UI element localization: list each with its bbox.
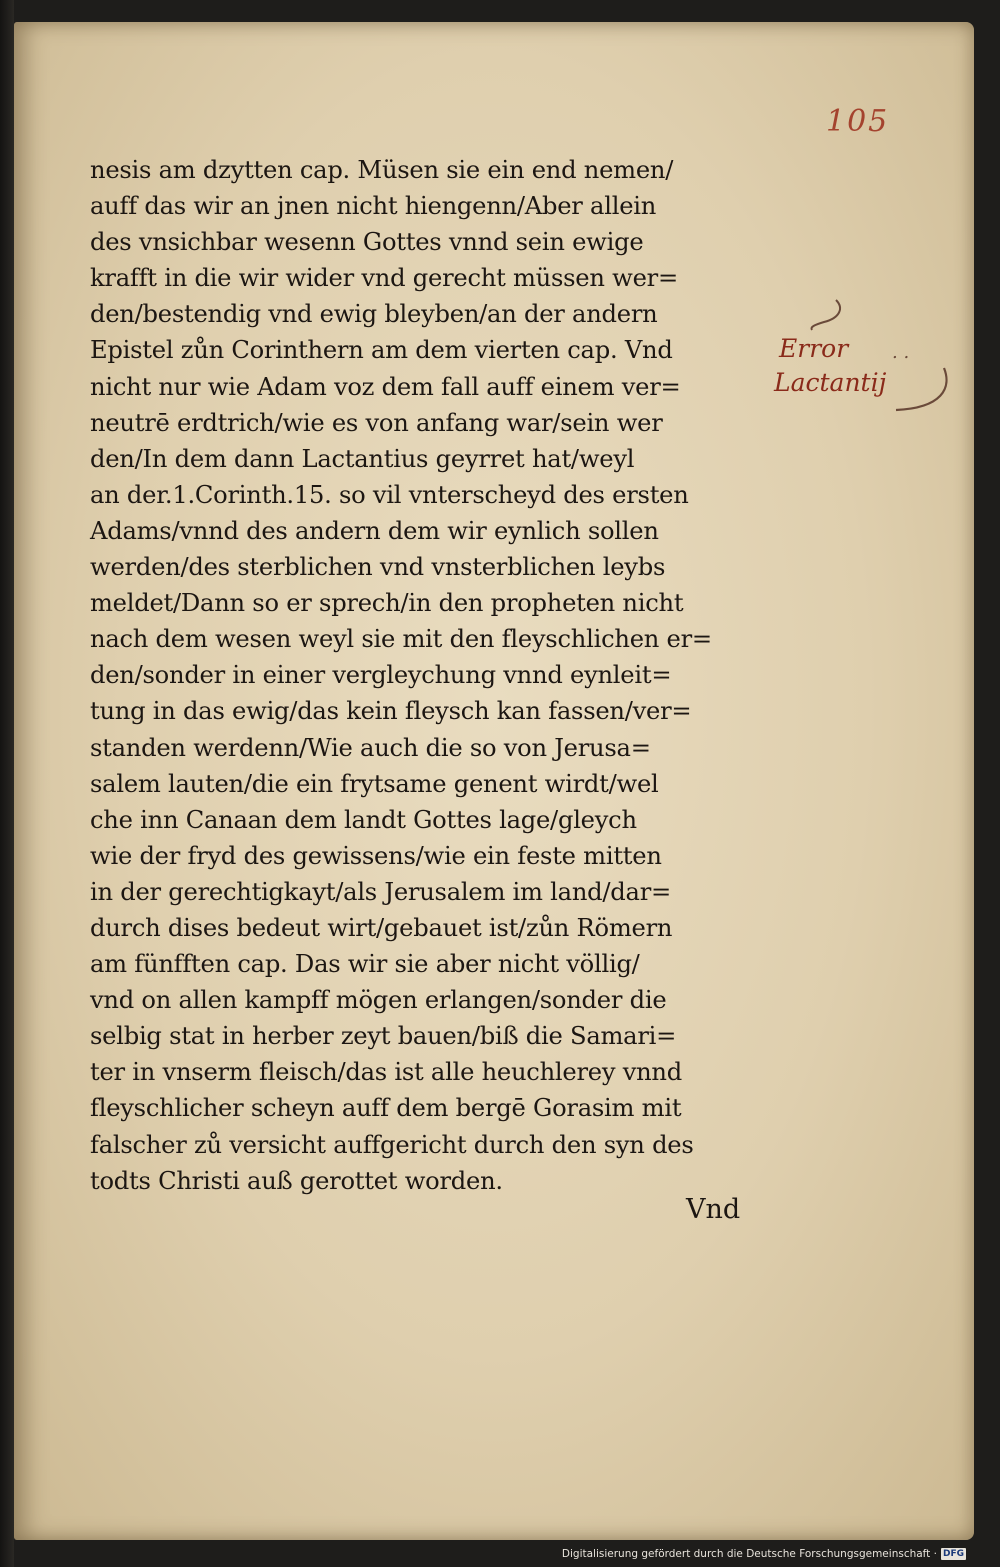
book-page (14, 22, 974, 1540)
marginal-annotation (774, 292, 974, 422)
text-line: den/sonder in einer vergleychung vnnd eynleit= (90, 661, 672, 690)
folio-number: 105 (826, 104, 890, 139)
text-line: am fünfften cap. Das wir sie aber nicht völlig/ (90, 950, 640, 979)
text-line: falscher zů versicht auffgericht durch den syn des (90, 1130, 694, 1159)
text-line: vnd on allen kampff mögen erlangen/sonder die (90, 986, 667, 1015)
text-line: salem lauten/die ein frytsame genent wirdt/wel (90, 769, 659, 798)
margin-note-error: Error (779, 334, 849, 363)
text-line: werden/des sterblichen vnd vnsterblichen leybs (90, 553, 666, 582)
text-line: auff das wir an jnen nicht hiengenn/Aber allein (90, 192, 657, 221)
text-line: nach dem wesen weyl sie mit den fleyschlichen er= (90, 625, 712, 654)
text-line: nicht nur wie Adam voz dem fall auff einem ver= (90, 372, 681, 401)
catchword: Vnd (686, 1194, 741, 1225)
text-line: durch dises bedeut wirt/gebauet ist/zůn Römern (90, 913, 673, 942)
text-line: den/In dem dann Lactantius geyrret hat/weyl (90, 444, 635, 473)
text-line: tung in das ewig/das kein fleysch kan fassen/ver= (90, 697, 692, 726)
text-line: Epistel zůn Corinthern am dem vierten cap. Vnd (90, 336, 673, 365)
text-line: che inn Canaan dem landt Gottes lage/gleych (90, 805, 637, 834)
text-line: selbig stat in herber zeyt bauen/biß die Samari= (90, 1022, 677, 1051)
text-line: todts Christi auß gerottet worden. (90, 1166, 503, 1195)
main-text-block (90, 152, 770, 1199)
margin-note-dots: . . (892, 342, 910, 363)
text-line: Adams/vnnd des andern dem wir eynlich sollen (90, 516, 659, 545)
text-line: neutrē erdtrich/wie es von anfang war/sein wer (90, 408, 663, 437)
margin-note-lactantij: Lactantij (774, 368, 887, 397)
dfg-logo-icon: DFG (942, 1549, 964, 1559)
digitization-credit (562, 1548, 966, 1560)
text-line: nesis am dzytten cap. Müsen sie ein end nemen/ (90, 156, 674, 184)
text-line: des vnsichbar wesenn Gottes vnnd sein ewige (90, 228, 644, 257)
text-line: wie der fryd des gewissens/wie ein feste mitten (90, 841, 662, 870)
text-line: den/bestendig vnd ewig bleyben/an der andern (90, 300, 658, 329)
credit-text: Digitalisierung gefördert durch die Deutsche Forschungsgemeinschaft · (561, 1548, 937, 1560)
book-binding-edge (0, 0, 14, 1567)
text-line: standen werdenn/Wie auch die so von Jerusa= (90, 733, 651, 762)
text-line: in der gerechtigkayt/als Jerusalem im land/dar= (90, 877, 672, 906)
text-line: an der.1.Corinth.15. so vil vnterscheyd des ersten (90, 480, 689, 509)
text-line: meldet/Dann so er sprech/in den propheten nicht (90, 589, 684, 618)
text-line: fleyschlicher scheyn auff dem bergē Gorasim mit (90, 1094, 682, 1123)
text-line: krafft in die wir wider vnd gerecht müssen wer= (90, 264, 678, 293)
text-line: ter in vnserm fleisch/das ist alle heuchlerey vnnd (90, 1058, 682, 1087)
